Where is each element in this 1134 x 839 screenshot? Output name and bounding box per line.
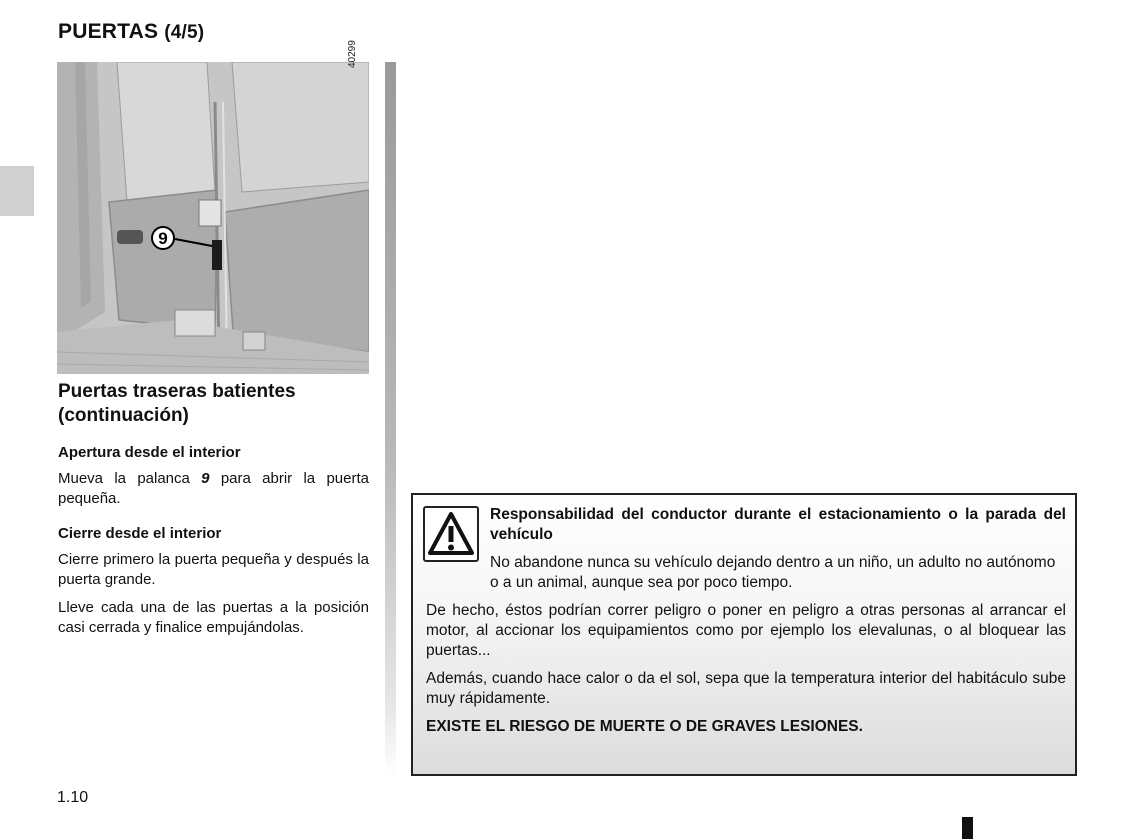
section-title-line1: Puertas traseras batientes	[58, 381, 296, 402]
section-title-line2: (continuación)	[58, 405, 189, 426]
opening-paragraph	[58, 469, 369, 509]
opening-text-before: Mueva la palanca	[58, 470, 202, 487]
warning-emphasis: EXISTE EL RIESGO DE MUERTE O DE GRAVES LESIONES.	[426, 718, 863, 735]
warning-paragraph-1: De hecho, éstos podrían correr peligro o poner en peligro a otras personas al arrancar el motor, al accionar los equipamientos como por ejemplo los elevalunas, o al bloquear las puertas...	[426, 602, 1066, 659]
title-part: (4/5)	[164, 22, 205, 43]
lever-number: 9	[201, 470, 210, 487]
illustration-drawing	[57, 62, 369, 374]
left-column	[58, 380, 369, 638]
page-end-marker	[962, 817, 973, 839]
closing-heading: Cierre desde el interior	[58, 525, 222, 542]
closing-paragraph-1: Cierre primero la puerta pequeña y después la puerta grande.	[58, 551, 369, 588]
figure-reference-number: 40299	[347, 40, 358, 68]
section-title	[58, 380, 369, 428]
warning-triangle-icon	[423, 506, 479, 562]
callout-label: 9	[158, 229, 168, 248]
warning-paragraph-2: Además, cuando hace calor o da el sol, sepa que la temperatura interior del habitáculo sube muy rápidamente.	[426, 670, 1066, 707]
page-number: 1.10	[57, 789, 89, 806]
column-divider-bar	[385, 62, 396, 777]
section-tab-marker	[0, 166, 34, 216]
closing-paragraph-2: Lleve cada una de las puertas a la posición casi cerrada y finalice empujándolas.	[58, 599, 369, 636]
opening-heading: Apertura desde el interior	[58, 444, 241, 461]
warning-body	[426, 601, 1066, 737]
title-text: PUERTAS	[58, 20, 159, 43]
page-title	[58, 20, 204, 44]
warning-lead: No abandone nunca su vehículo dejando dentro a un niño, un adulto no autónomo o a un animal, aunque sea por poco tiempo.	[490, 554, 1056, 591]
warning-box	[411, 493, 1077, 776]
door-interior-illustration	[57, 62, 369, 374]
warning-heading: Responsabilidad del conductor durante el estacionamiento o la parada del vehículo	[490, 506, 1066, 543]
opening-text-after: para abrir la puerta pequeña.	[58, 470, 369, 507]
